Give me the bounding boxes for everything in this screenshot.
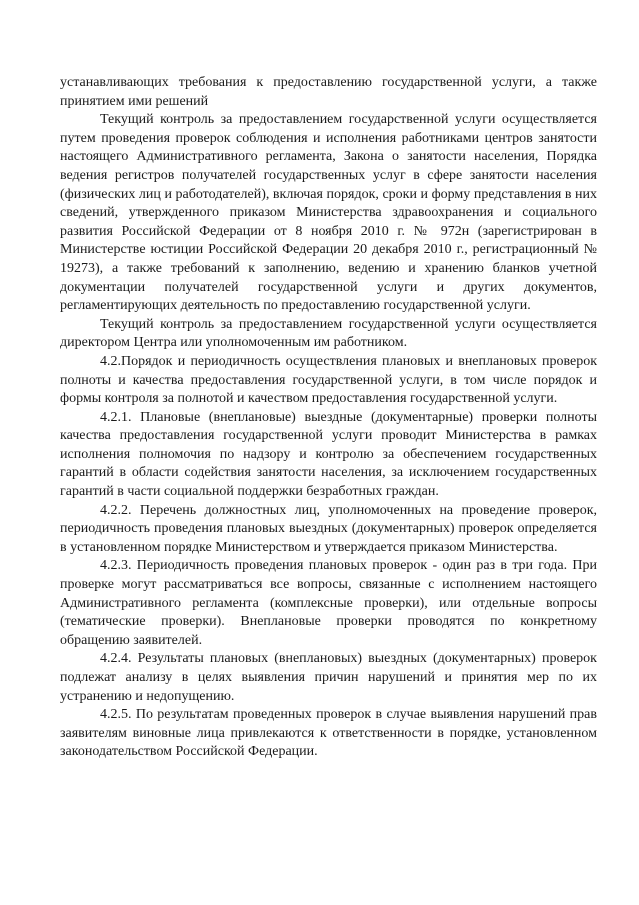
document-page [60, 74, 597, 762]
paragraph-4-2-4: 4.2.4. Результаты плановых (внеплановых) выездных (документарных) проверок подлежат анализу в целях выявления причин нарушений и принятия мер по их устранению и недопущению. [60, 651, 597, 704]
paragraph-4-2-1: 4.2.1. Плановые (внеплановые) выездные (документарные) проверки полноты качества предоставления государственной услуги проводит Министерства в рамках исполнения полномочия по надзору и контролю за обеспечением государственных гарантий в области содействия занятости населения, за исключением государственных гарантий в части социальной поддержки безработных граждан. [60, 409, 597, 500]
paragraph-4-2-5: 4.2.5. По результатам проведенных проверок в случае выявления нарушений прав заявителям виновные лица привлекаются к ответственности в порядке, установленном законодательством Российской Федерации. [60, 707, 597, 760]
paragraph-current-control: Текущий контроль за предоставлением государственной услуги осуществляется путем проведения проверок соблюдения и исполнения работниками центров занятости настоящего Административного регламента, Закона о занятости населения, Порядка ведения регистров получателей государственных услуг в сфере занятости населения (физических лиц и работодателей), включая порядок, сроки и форму представления в них сведений, утвержденного приказом Министерства здравоохранения и социального развития Российской Федерации от 8 ноября 2010 г. № 972н (зарегистрирован в Министерстве юстиции Российской Федерации 20 декабря 2010 г., регистрационный № 19273), а также требований к заполнению, ведению и хранению бланков учетной документации получателей государственной услуги и других документов, регламентирующих деятельность по предоставлению государственной услуги. [60, 112, 597, 314]
paragraph-4-2-3: 4.2.3. Периодичность проведения плановых проверок - один раз в три года. При проверке могут рассматриваться все вопросы, связанные с исполнением настоящего Административного регламента (комплексные проверки), или отдельные вопросы (тематические проверки). Внеплановые проверки проводятся по конкретному обращению заявителей. [60, 558, 597, 648]
paragraph-4-2: 4.2.Порядок и периодичность осуществления плановых и внеплановых проверок полноты и качества предоставления государственной услуги, в том числе порядок и формы контроля за полнотой и качеством предоставления государственной услуги. [60, 353, 597, 407]
paragraph-4-2-2: 4.2.2. Перечень должностных лиц, уполномоченных на проведение проверок, периодичность проведения плановых выездных (документарных) проверок определяется в установленном порядке Министерством и утверждается приказом Министерства. [60, 502, 597, 555]
paragraph-control-director: Текущий контроль за предоставлением государственной услуги осуществляется директором Центра или уполномоченным им работником. [60, 316, 597, 351]
paragraph-continuation: устанавливающих требования к предоставлению государственной услуги, а также принятием ими решений [60, 75, 597, 109]
